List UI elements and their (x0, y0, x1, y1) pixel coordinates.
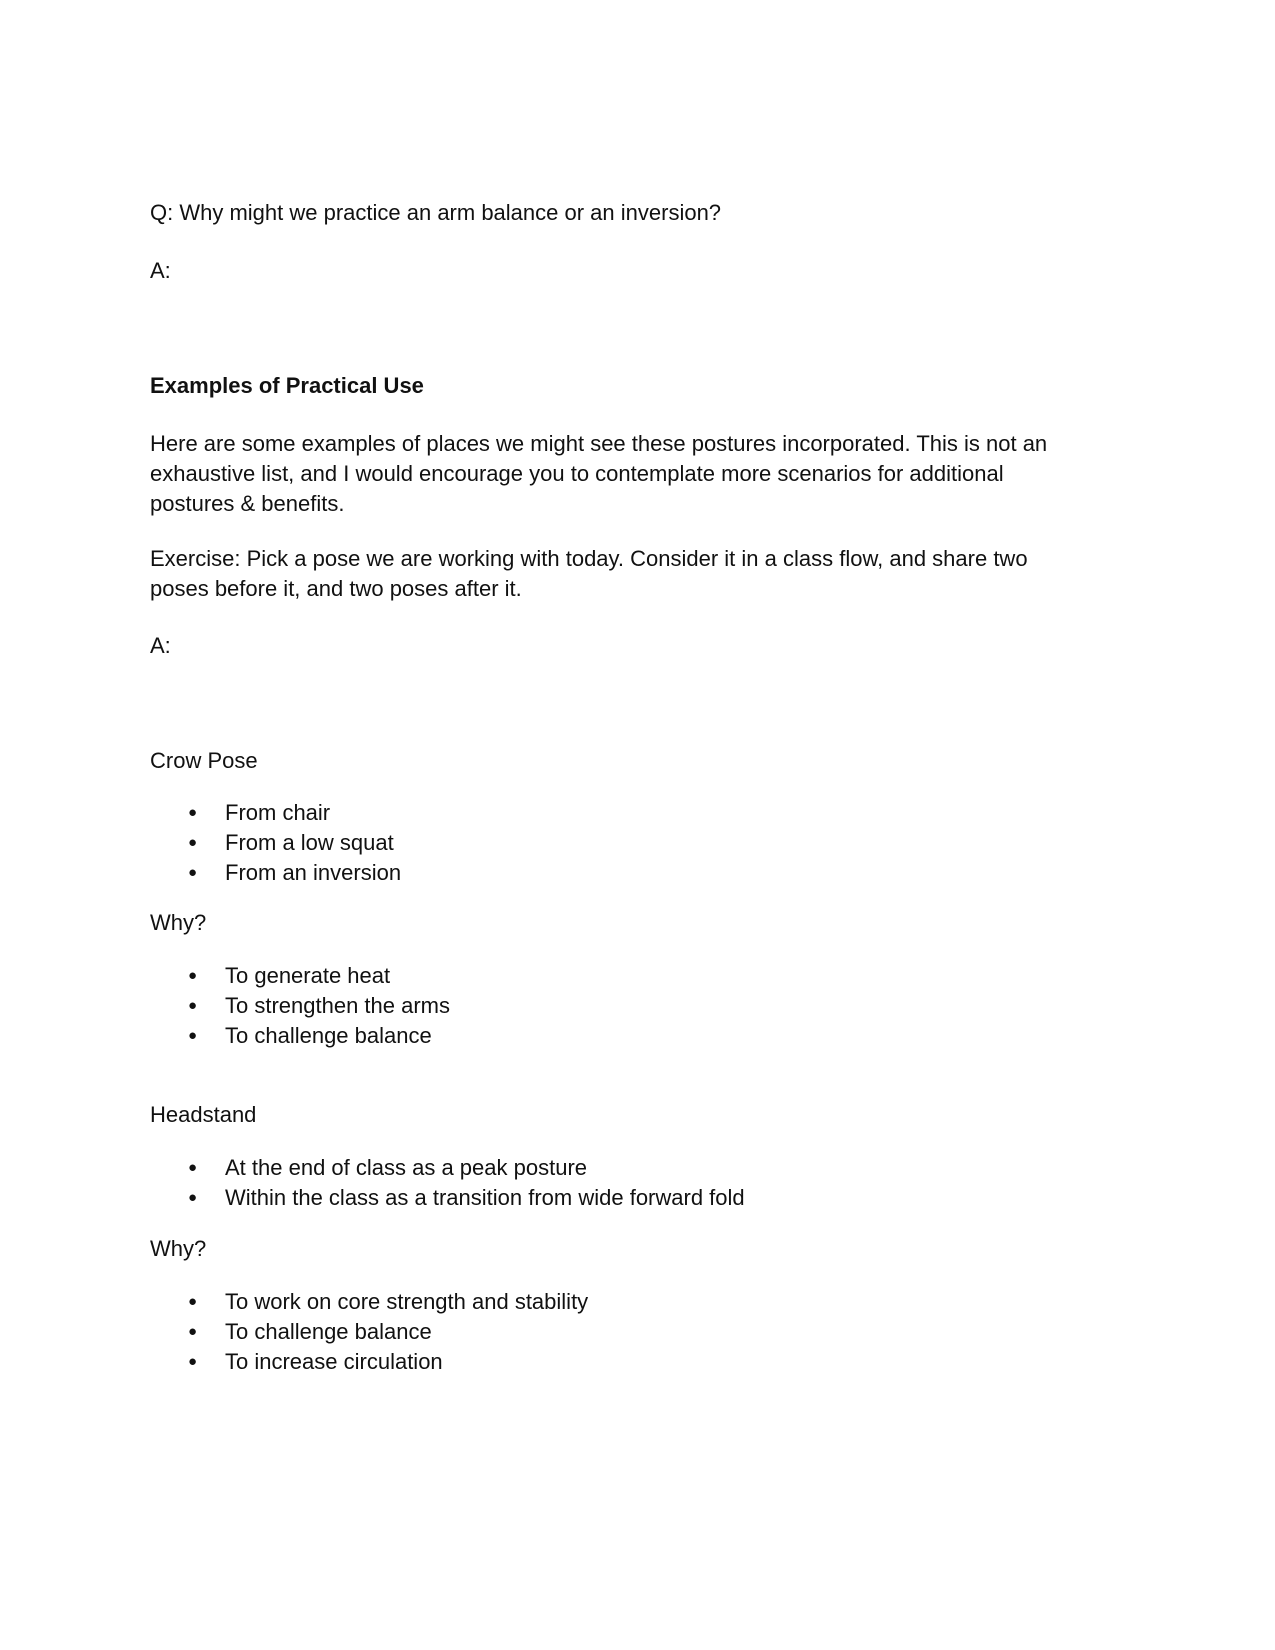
list-item: ● Within the class as a transition from wide forward fold (150, 1183, 745, 1213)
question-text: Q: Why might we practice an arm balance or an inversion? (150, 200, 722, 225)
exercise-paragraph (150, 544, 1090, 604)
pose-from-list (150, 1153, 745, 1213)
why-label: Why? (150, 910, 207, 935)
list-item: ● From an inversion (150, 858, 401, 888)
pose-why-list (150, 1287, 588, 1377)
pose-title: Headstand (150, 1102, 257, 1127)
section-heading: Examples of Practical Use (150, 373, 424, 398)
list-item: ● To work on core strength and stability (150, 1287, 588, 1317)
exercise-paragraph-text: Exercise: Pick a pose we are working with today. Consider it in a class flow, and share two poses before it, and two poses after it. (150, 546, 1028, 601)
list-item: ● To strengthen the arms (150, 991, 450, 1021)
answer-label: A: (150, 258, 171, 283)
pose-from-list (150, 798, 401, 888)
list-item: ● To challenge balance (150, 1317, 588, 1347)
pose-why-list (150, 961, 450, 1051)
list-item: ● To increase circulation (150, 1347, 588, 1377)
list-item: ● From chair (150, 798, 401, 828)
list-item: ● From a low squat (150, 828, 401, 858)
list-item: ● To challenge balance (150, 1021, 450, 1051)
list-item: ● At the end of class as a peak posture (150, 1153, 745, 1183)
pose-title: Crow Pose (150, 748, 258, 773)
intro-paragraph (150, 429, 1090, 519)
intro-paragraph-text: Here are some examples of places we might see these postures incorporated. This is not an exhaustive list, and I would encourage you to contemplate more scenarios for additional postures & benefits. (150, 431, 1048, 516)
answer-label: A: (150, 633, 171, 658)
list-item: ● To generate heat (150, 961, 450, 991)
why-label: Why? (150, 1236, 207, 1261)
